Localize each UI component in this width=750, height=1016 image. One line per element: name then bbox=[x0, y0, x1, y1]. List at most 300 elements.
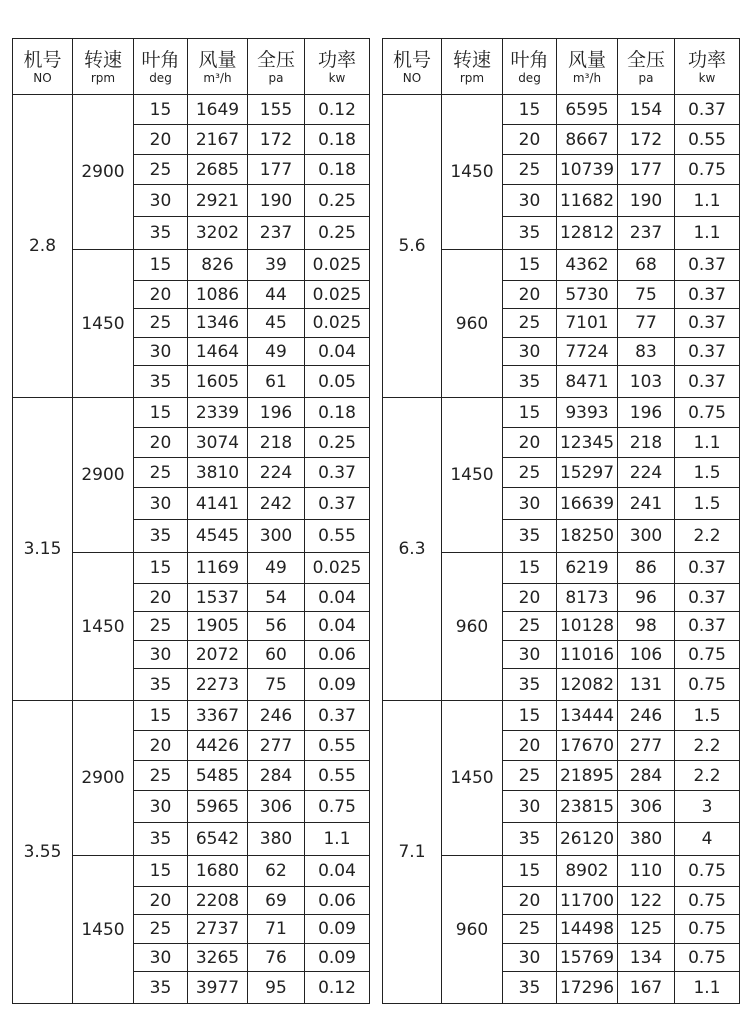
power-cell: 0.37 bbox=[675, 281, 740, 309]
pressure-cell: 98 bbox=[618, 612, 675, 641]
airflow-cell: 15769 bbox=[557, 944, 618, 972]
rpm-cell: 960 bbox=[442, 856, 503, 1004]
airflow-cell: 1680 bbox=[188, 856, 248, 887]
power-cell: 0.37 bbox=[305, 488, 370, 520]
power-cell: 0.025 bbox=[305, 553, 370, 584]
pressure-cell: 77 bbox=[618, 309, 675, 338]
rpm-cell: 2900 bbox=[73, 95, 134, 250]
header-power bbox=[305, 39, 370, 95]
pressure-cell: 86 bbox=[618, 553, 675, 584]
blade-angle-cell: 25 bbox=[134, 458, 188, 488]
pressure-cell: 110 bbox=[618, 856, 675, 887]
pressure-cell: 122 bbox=[618, 887, 675, 915]
airflow-cell: 23815 bbox=[557, 791, 618, 823]
power-cell: 0.37 bbox=[675, 553, 740, 584]
header-power-zh: 功率 bbox=[687, 48, 726, 71]
pressure-cell: 190 bbox=[618, 185, 675, 217]
power-cell: 0.55 bbox=[305, 520, 370, 553]
blade-angle-cell: 25 bbox=[503, 155, 557, 185]
header-no-zh: 机号 bbox=[23, 48, 62, 71]
airflow-cell: 11700 bbox=[557, 887, 618, 915]
pressure-cell: 277 bbox=[248, 731, 305, 761]
pressure-cell: 131 bbox=[618, 669, 675, 701]
airflow-cell: 3074 bbox=[188, 428, 248, 458]
pressure-cell: 190 bbox=[248, 185, 305, 217]
header-deg bbox=[503, 39, 557, 95]
blade-angle-cell: 20 bbox=[134, 125, 188, 155]
header-rpm-en: rpm bbox=[459, 70, 485, 85]
blade-angle-cell: 15 bbox=[134, 701, 188, 731]
power-cell: 0.75 bbox=[675, 856, 740, 887]
pressure-cell: 306 bbox=[618, 791, 675, 823]
pressure-cell: 134 bbox=[618, 944, 675, 972]
blade-angle-cell: 30 bbox=[134, 944, 188, 972]
power-cell: 0.12 bbox=[305, 972, 370, 1004]
airflow-cell: 7101 bbox=[557, 309, 618, 338]
airflow-cell: 4426 bbox=[188, 731, 248, 761]
blade-angle-cell: 35 bbox=[134, 972, 188, 1004]
header-power-zh: 功率 bbox=[317, 48, 356, 71]
power-cell: 0.37 bbox=[675, 338, 740, 366]
pressure-cell: 380 bbox=[618, 823, 675, 856]
pressure-cell: 177 bbox=[248, 155, 305, 185]
airflow-cell: 4362 bbox=[557, 250, 618, 281]
airflow-cell: 2685 bbox=[188, 155, 248, 185]
blade-angle-cell: 35 bbox=[134, 520, 188, 553]
header-no-en: NO bbox=[402, 70, 422, 85]
power-cell: 0.04 bbox=[305, 856, 370, 887]
airflow-cell: 1605 bbox=[188, 366, 248, 398]
pressure-cell: 83 bbox=[618, 338, 675, 366]
blade-angle-cell: 25 bbox=[503, 458, 557, 488]
pressure-cell: 44 bbox=[248, 281, 305, 309]
blade-angle-cell: 20 bbox=[503, 428, 557, 458]
blade-angle-cell: 30 bbox=[503, 944, 557, 972]
pressure-cell: 155 bbox=[248, 95, 305, 125]
blade-angle-cell: 35 bbox=[503, 972, 557, 1004]
machine-number-cell: 2.8 bbox=[13, 95, 73, 398]
rpm-cell: 1450 bbox=[442, 701, 503, 856]
rpm-cell: 1450 bbox=[73, 250, 134, 398]
rpm-cell: 960 bbox=[442, 250, 503, 398]
rpm-cell: 2900 bbox=[73, 398, 134, 553]
power-cell: 4 bbox=[675, 823, 740, 856]
power-cell: 0.75 bbox=[305, 791, 370, 823]
header-deg-zh: 叶角 bbox=[141, 48, 180, 71]
power-cell: 0.025 bbox=[305, 250, 370, 281]
airflow-cell: 10739 bbox=[557, 155, 618, 185]
pressure-cell: 242 bbox=[248, 488, 305, 520]
airflow-cell: 16639 bbox=[557, 488, 618, 520]
airflow-cell: 5965 bbox=[188, 791, 248, 823]
blade-angle-cell: 30 bbox=[503, 185, 557, 217]
header-power-en: kw bbox=[698, 70, 716, 85]
airflow-cell: 18250 bbox=[557, 520, 618, 553]
blade-angle-cell: 30 bbox=[134, 791, 188, 823]
power-cell: 1.1 bbox=[675, 217, 740, 250]
pressure-cell: 277 bbox=[618, 731, 675, 761]
pressure-cell: 49 bbox=[248, 553, 305, 584]
airflow-cell: 26120 bbox=[557, 823, 618, 856]
pressure-cell: 237 bbox=[248, 217, 305, 250]
airflow-cell: 6219 bbox=[557, 553, 618, 584]
airflow-cell: 15297 bbox=[557, 458, 618, 488]
power-cell: 0.04 bbox=[305, 584, 370, 612]
airflow-cell: 13444 bbox=[557, 701, 618, 731]
pressure-cell: 306 bbox=[248, 791, 305, 823]
machine-number-cell: 7.1 bbox=[383, 701, 442, 1004]
header-deg bbox=[134, 39, 188, 95]
power-cell: 1.1 bbox=[675, 428, 740, 458]
pressure-cell: 95 bbox=[248, 972, 305, 1004]
header-flow-zh: 风量 bbox=[567, 48, 606, 71]
airflow-cell: 12082 bbox=[557, 669, 618, 701]
blade-angle-cell: 35 bbox=[503, 823, 557, 856]
rpm-cell: 960 bbox=[442, 553, 503, 701]
header-rpm bbox=[442, 39, 503, 95]
power-cell: 1.1 bbox=[675, 972, 740, 1004]
header-power bbox=[675, 39, 740, 95]
fan-spec-table-left bbox=[12, 38, 370, 1004]
power-cell: 0.37 bbox=[675, 95, 740, 125]
power-cell: 2.2 bbox=[675, 761, 740, 791]
blade-angle-cell: 20 bbox=[134, 584, 188, 612]
table-row bbox=[13, 95, 370, 125]
power-cell: 0.04 bbox=[305, 338, 370, 366]
header-no bbox=[13, 39, 73, 95]
airflow-cell: 7724 bbox=[557, 338, 618, 366]
pressure-cell: 75 bbox=[618, 281, 675, 309]
airflow-cell: 17670 bbox=[557, 731, 618, 761]
pressure-cell: 172 bbox=[248, 125, 305, 155]
power-cell: 0.25 bbox=[305, 217, 370, 250]
power-cell: 0.37 bbox=[675, 366, 740, 398]
header-pressure-en: pa bbox=[268, 70, 284, 85]
pressure-cell: 167 bbox=[618, 972, 675, 1004]
blade-angle-cell: 35 bbox=[503, 669, 557, 701]
header-pressure-zh: 全压 bbox=[626, 48, 665, 71]
airflow-cell: 2208 bbox=[188, 887, 248, 915]
pressure-cell: 62 bbox=[248, 856, 305, 887]
power-cell: 0.12 bbox=[305, 95, 370, 125]
blade-angle-cell: 30 bbox=[503, 338, 557, 366]
blade-angle-cell: 30 bbox=[503, 488, 557, 520]
airflow-cell: 8667 bbox=[557, 125, 618, 155]
pressure-cell: 75 bbox=[248, 669, 305, 701]
pressure-cell: 177 bbox=[618, 155, 675, 185]
pressure-cell: 246 bbox=[618, 701, 675, 731]
header-flow bbox=[557, 39, 618, 95]
header-pressure bbox=[618, 39, 675, 95]
header-rpm bbox=[73, 39, 134, 95]
pressure-cell: 49 bbox=[248, 338, 305, 366]
airflow-cell: 8173 bbox=[557, 584, 618, 612]
power-cell: 0.55 bbox=[675, 125, 740, 155]
airflow-cell: 6542 bbox=[188, 823, 248, 856]
header-no-en: NO bbox=[33, 70, 52, 85]
airflow-cell: 5730 bbox=[557, 281, 618, 309]
blade-angle-cell: 35 bbox=[134, 366, 188, 398]
blade-angle-cell: 20 bbox=[503, 125, 557, 155]
pressure-cell: 96 bbox=[618, 584, 675, 612]
blade-angle-cell: 20 bbox=[134, 731, 188, 761]
blade-angle-cell: 15 bbox=[134, 553, 188, 584]
machine-number-cell: 3.15 bbox=[13, 398, 73, 701]
pressure-cell: 241 bbox=[618, 488, 675, 520]
pressure-cell: 237 bbox=[618, 217, 675, 250]
airflow-cell: 1649 bbox=[188, 95, 248, 125]
pressure-cell: 300 bbox=[618, 520, 675, 553]
table-row bbox=[13, 398, 370, 428]
power-cell: 1.5 bbox=[675, 458, 740, 488]
blade-angle-cell: 25 bbox=[503, 915, 557, 944]
power-cell: 0.37 bbox=[675, 584, 740, 612]
power-cell: 1.1 bbox=[675, 185, 740, 217]
airflow-cell: 2167 bbox=[188, 125, 248, 155]
blade-angle-cell: 15 bbox=[503, 553, 557, 584]
airflow-cell: 4545 bbox=[188, 520, 248, 553]
airflow-cell: 3265 bbox=[188, 944, 248, 972]
blade-angle-cell: 25 bbox=[503, 309, 557, 338]
power-cell: 0.04 bbox=[305, 612, 370, 641]
rpm-cell: 1450 bbox=[73, 553, 134, 701]
blade-angle-cell: 15 bbox=[134, 856, 188, 887]
power-cell: 1.5 bbox=[675, 488, 740, 520]
machine-number-cell: 6.3 bbox=[383, 398, 442, 701]
airflow-cell: 3202 bbox=[188, 217, 248, 250]
power-cell: 0.75 bbox=[675, 944, 740, 972]
airflow-cell: 11682 bbox=[557, 185, 618, 217]
airflow-cell: 2921 bbox=[188, 185, 248, 217]
airflow-cell: 12812 bbox=[557, 217, 618, 250]
power-cell: 0.09 bbox=[305, 944, 370, 972]
pressure-cell: 39 bbox=[248, 250, 305, 281]
header-deg-en: deg bbox=[149, 70, 172, 85]
airflow-cell: 2072 bbox=[188, 641, 248, 669]
pressure-cell: 224 bbox=[618, 458, 675, 488]
power-cell: 0.75 bbox=[675, 641, 740, 669]
header-rpm-zh: 转速 bbox=[83, 48, 122, 71]
pressure-cell: 284 bbox=[618, 761, 675, 791]
pressure-cell: 56 bbox=[248, 612, 305, 641]
power-cell: 0.18 bbox=[305, 398, 370, 428]
airflow-cell: 11016 bbox=[557, 641, 618, 669]
header-pressure-en: pa bbox=[638, 70, 654, 85]
blade-angle-cell: 25 bbox=[134, 915, 188, 944]
airflow-cell: 1346 bbox=[188, 309, 248, 338]
airflow-cell: 1086 bbox=[188, 281, 248, 309]
pressure-cell: 300 bbox=[248, 520, 305, 553]
power-cell: 0.09 bbox=[305, 669, 370, 701]
blade-angle-cell: 30 bbox=[503, 641, 557, 669]
power-cell: 0.55 bbox=[305, 761, 370, 791]
blade-angle-cell: 25 bbox=[134, 155, 188, 185]
header-rpm-en: rpm bbox=[90, 70, 116, 85]
fan-spec-table-right bbox=[382, 38, 740, 1004]
power-cell: 0.25 bbox=[305, 185, 370, 217]
pressure-cell: 45 bbox=[248, 309, 305, 338]
pressure-cell: 196 bbox=[618, 398, 675, 428]
blade-angle-cell: 20 bbox=[503, 887, 557, 915]
airflow-cell: 3810 bbox=[188, 458, 248, 488]
power-cell: 0.55 bbox=[305, 731, 370, 761]
pressure-cell: 106 bbox=[618, 641, 675, 669]
blade-angle-cell: 35 bbox=[503, 217, 557, 250]
header-no-zh: 机号 bbox=[392, 48, 431, 71]
blade-angle-cell: 20 bbox=[503, 281, 557, 309]
pressure-cell: 218 bbox=[248, 428, 305, 458]
pressure-cell: 54 bbox=[248, 584, 305, 612]
power-cell: 0.025 bbox=[305, 309, 370, 338]
blade-angle-cell: 20 bbox=[134, 281, 188, 309]
pressure-cell: 76 bbox=[248, 944, 305, 972]
airflow-cell: 21895 bbox=[557, 761, 618, 791]
power-cell: 0.75 bbox=[675, 915, 740, 944]
blade-angle-cell: 35 bbox=[134, 217, 188, 250]
power-cell: 0.37 bbox=[675, 250, 740, 281]
power-cell: 0.06 bbox=[305, 641, 370, 669]
blade-angle-cell: 35 bbox=[134, 823, 188, 856]
airflow-cell: 1464 bbox=[188, 338, 248, 366]
airflow-cell: 3367 bbox=[188, 701, 248, 731]
blade-angle-cell: 15 bbox=[134, 95, 188, 125]
power-cell: 1.5 bbox=[675, 701, 740, 731]
power-cell: 0.37 bbox=[305, 701, 370, 731]
power-cell: 2.2 bbox=[675, 520, 740, 553]
blade-angle-cell: 15 bbox=[503, 398, 557, 428]
header-flow-en: m³/h bbox=[203, 70, 232, 85]
blade-angle-cell: 20 bbox=[503, 584, 557, 612]
pressure-cell: 103 bbox=[618, 366, 675, 398]
blade-angle-cell: 15 bbox=[134, 398, 188, 428]
pressure-cell: 246 bbox=[248, 701, 305, 731]
pressure-cell: 380 bbox=[248, 823, 305, 856]
header-flow bbox=[188, 39, 248, 95]
table-row bbox=[383, 95, 740, 125]
blade-angle-cell: 25 bbox=[503, 612, 557, 641]
machine-number-cell: 3.55 bbox=[13, 701, 73, 1004]
power-cell: 0.25 bbox=[305, 428, 370, 458]
airflow-cell: 1537 bbox=[188, 584, 248, 612]
header-deg-en: deg bbox=[518, 70, 541, 85]
power-cell: 1.1 bbox=[305, 823, 370, 856]
blade-angle-cell: 30 bbox=[503, 791, 557, 823]
blade-angle-cell: 35 bbox=[134, 669, 188, 701]
power-cell: 0.025 bbox=[305, 281, 370, 309]
power-cell: 0.75 bbox=[675, 155, 740, 185]
blade-angle-cell: 35 bbox=[503, 366, 557, 398]
pressure-cell: 71 bbox=[248, 915, 305, 944]
power-cell: 0.37 bbox=[305, 458, 370, 488]
airflow-cell: 8471 bbox=[557, 366, 618, 398]
airflow-cell: 10128 bbox=[557, 612, 618, 641]
pressure-cell: 125 bbox=[618, 915, 675, 944]
rpm-cell: 1450 bbox=[442, 398, 503, 553]
table-row bbox=[13, 701, 370, 731]
airflow-cell: 17296 bbox=[557, 972, 618, 1004]
power-cell: 0.09 bbox=[305, 915, 370, 944]
blade-angle-cell: 25 bbox=[134, 761, 188, 791]
blade-angle-cell: 25 bbox=[503, 761, 557, 791]
blade-angle-cell: 25 bbox=[134, 612, 188, 641]
airflow-cell: 6595 bbox=[557, 95, 618, 125]
blade-angle-cell: 15 bbox=[503, 856, 557, 887]
airflow-cell: 8902 bbox=[557, 856, 618, 887]
header-flow-en: m³/h bbox=[572, 70, 602, 85]
airflow-cell: 9393 bbox=[557, 398, 618, 428]
blade-angle-cell: 30 bbox=[134, 338, 188, 366]
power-cell: 0.75 bbox=[675, 887, 740, 915]
airflow-cell: 4141 bbox=[188, 488, 248, 520]
blade-angle-cell: 20 bbox=[134, 887, 188, 915]
pressure-cell: 60 bbox=[248, 641, 305, 669]
airflow-cell: 2273 bbox=[188, 669, 248, 701]
header-rpm-zh: 转速 bbox=[452, 48, 491, 71]
rpm-cell: 2900 bbox=[73, 701, 134, 856]
pressure-cell: 218 bbox=[618, 428, 675, 458]
blade-angle-cell: 15 bbox=[503, 95, 557, 125]
power-cell: 0.18 bbox=[305, 155, 370, 185]
header-pressure bbox=[248, 39, 305, 95]
machine-number-cell: 5.6 bbox=[383, 95, 442, 398]
pressure-cell: 284 bbox=[248, 761, 305, 791]
table-row bbox=[383, 398, 740, 428]
pressure-cell: 172 bbox=[618, 125, 675, 155]
table-row bbox=[383, 701, 740, 731]
airflow-cell: 3977 bbox=[188, 972, 248, 1004]
blade-angle-cell: 20 bbox=[134, 428, 188, 458]
pressure-cell: 69 bbox=[248, 887, 305, 915]
pressure-cell: 224 bbox=[248, 458, 305, 488]
power-cell: 2.2 bbox=[675, 731, 740, 761]
blade-angle-cell: 30 bbox=[134, 488, 188, 520]
blade-angle-cell: 15 bbox=[134, 250, 188, 281]
pressure-cell: 68 bbox=[618, 250, 675, 281]
blade-angle-cell: 15 bbox=[503, 701, 557, 731]
header-pressure-zh: 全压 bbox=[256, 48, 295, 71]
pressure-cell: 196 bbox=[248, 398, 305, 428]
rpm-cell: 1450 bbox=[73, 856, 134, 1004]
blade-angle-cell: 15 bbox=[503, 250, 557, 281]
power-cell: 0.05 bbox=[305, 366, 370, 398]
power-cell: 0.75 bbox=[675, 398, 740, 428]
blade-angle-cell: 30 bbox=[134, 185, 188, 217]
blade-angle-cell: 20 bbox=[503, 731, 557, 761]
header-flow-zh: 风量 bbox=[198, 48, 237, 71]
header-deg-zh: 叶角 bbox=[510, 48, 549, 71]
pressure-cell: 61 bbox=[248, 366, 305, 398]
blade-angle-cell: 35 bbox=[503, 520, 557, 553]
power-cell: 0.75 bbox=[675, 669, 740, 701]
airflow-cell: 826 bbox=[188, 250, 248, 281]
power-cell: 0.18 bbox=[305, 125, 370, 155]
airflow-cell: 14498 bbox=[557, 915, 618, 944]
power-cell: 0.37 bbox=[675, 612, 740, 641]
power-cell: 0.06 bbox=[305, 887, 370, 915]
airflow-cell: 2737 bbox=[188, 915, 248, 944]
rpm-cell: 1450 bbox=[442, 95, 503, 250]
airflow-cell: 1905 bbox=[188, 612, 248, 641]
power-cell: 3 bbox=[675, 791, 740, 823]
header-no bbox=[383, 39, 442, 95]
blade-angle-cell: 25 bbox=[134, 309, 188, 338]
header-power-en: kw bbox=[328, 70, 346, 85]
airflow-cell: 5485 bbox=[188, 761, 248, 791]
power-cell: 0.37 bbox=[675, 309, 740, 338]
airflow-cell: 1169 bbox=[188, 553, 248, 584]
airflow-cell: 12345 bbox=[557, 428, 618, 458]
airflow-cell: 2339 bbox=[188, 398, 248, 428]
